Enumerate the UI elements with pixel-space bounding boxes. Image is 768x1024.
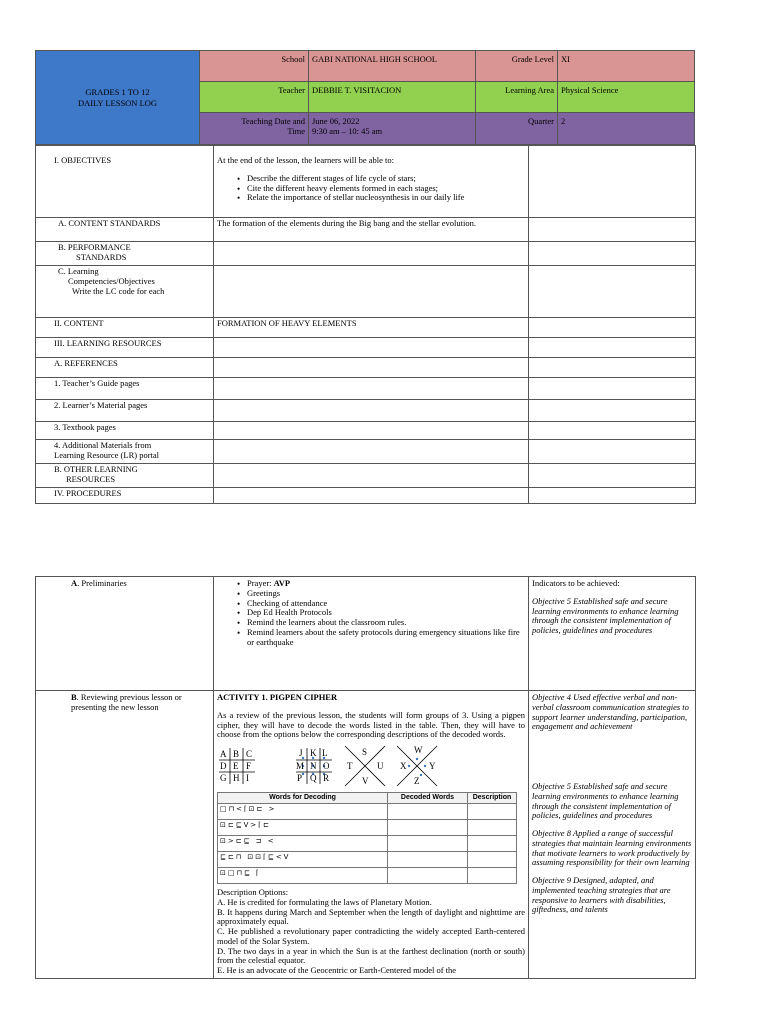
pigpen-letter: J [299,748,303,759]
decoded-word-input[interactable] [388,820,468,836]
competencies-label-line3: Write the LC code for each [72,285,165,296]
learning-area-label: Learning Area [476,82,558,112]
teachers-guide-label: 1. Teacher’s Guide pages [36,378,214,400]
pigpen-letter: N [310,761,317,772]
learning-area-value: Physical Science [561,85,619,95]
header-title-line1: GRADES 1 TO 12 [85,86,150,97]
table-row [36,691,696,979]
performance-standards-label [36,242,214,266]
list-item: • Remind the learners about the classroom rules. [237,618,525,628]
teaching-date-value [309,113,476,144]
teaching-time-value: 9:30 am – 10: 45 am [312,126,383,137]
cipher-word: ⊡⊏⊑V>⌈⊏ [218,820,388,836]
review-text: . Reviewing previous lesson or presenting the new lesson [71,692,182,712]
pigpen-letter: W [414,745,423,756]
objectives-cell [214,146,529,218]
pigpen-letter: M [296,761,305,772]
indicators-cell-b [529,691,696,979]
additional-materials-line1: 4. Additional Materials from [54,440,152,450]
list-item: • Relate the importance of stellar nucleosynthesis in our daily life [237,193,525,203]
indicator-objective-5b: Objective 5 Established safe and secure learning environments to enhance learning through the consistent implementation of policies, guidelines and procedures [532,781,679,821]
indicator-objective-8: Objective 8 Applied a range of successful strategies that maintain learning environments that motivate learners to work productively by assuming responsibility for their own learning [532,828,692,868]
performance-label-line1: B. PERFORMANCE [58,242,131,252]
header-row-date [200,113,694,144]
decoding-header-decoded: Decoded Words [388,793,468,804]
objectives-intro: At the end of the lesson, the learners will be able to: [217,155,395,165]
decoding-table [217,792,517,884]
quarter-label: Quarter [476,113,558,144]
indicator-objective-5: Objective 5 Established safe and secure learning environments to enhance learning through the consistent implementation of policies, guidelines and procedures [532,595,679,636]
pigpen-letter: P [297,773,303,784]
objectives-label: I. OBJECTIVES [36,146,214,218]
cipher-word: ⊑⊏⊓ ⊡⊡⌈⊑<V [218,852,388,868]
pigpen-letter: I [246,773,249,784]
cipher-word: ⊡>⊏⊑ ⊐ < [218,836,388,852]
grade-level-value: XI [561,54,570,64]
other-resources-line2: RESOURCES [66,473,116,484]
preliminaries-letter: A [71,578,78,588]
table-row [36,422,696,440]
description-input[interactable] [468,820,517,836]
table-row [36,400,696,422]
decoded-word-input[interactable] [388,804,468,820]
pigpen-letter: E [233,761,239,772]
competencies-label [36,266,214,318]
list-item: • Greetings [237,589,525,599]
pigpen-letter: V [362,776,369,787]
description-option: E. He is an advocate of the Geocentric or Earth-Centered model of the [217,965,457,976]
decoding-header-description: Description [468,793,517,804]
table-row [218,868,517,884]
indicator-objective-4: Objective 4 Used effective verbal and non-verbal classroom communication strategies to support learner understanding, participation, engagement and achievement [532,692,689,732]
description-options-title: Description Options: [217,887,289,898]
table-row [218,820,517,836]
list-item: • Checking of attendance [237,599,525,609]
preliminaries-cell [214,577,529,691]
pigpen-letter: B [233,749,240,760]
pigpen-letter: T [347,761,353,772]
pigpen-letter: D [220,761,227,772]
description-option: B. It happens during March and September when the length of daylight and nighttime are approximately equal. [217,906,525,927]
learners-material-label: 2. Learner’s Material pages [36,400,214,422]
decoded-word-input[interactable] [388,868,468,884]
prayer-value: AVP [273,578,291,588]
table-row [36,146,696,218]
performance-label-line2: STANDARDS [76,251,127,262]
teaching-date-value-line1: June 06, 2022 [312,116,360,126]
lesson-log-header [35,50,695,145]
indicators-title: Indicators to be achieved: [532,578,620,588]
content-value: FORMATION OF HEAVY ELEMENTS [214,318,529,338]
pigpen-letter: Y [429,761,436,772]
pigpen-letter: Q [310,773,317,784]
review-letter: B [71,692,77,702]
content-standards-label: A. CONTENT STANDARDS [36,218,214,242]
learning-resources-label: III. LEARNING RESOURCES [36,338,214,358]
table-row [218,804,517,820]
indicator-objective-9: Objective 9 Designed, adapted, and implemented teaching strategies that are responsive to learners with disabilities, giftedness, and talents [532,875,671,915]
preliminaries-text: . Preliminaries [77,578,127,588]
pigpen-letter: S [362,747,368,758]
pigpen-letter: Z [414,776,420,787]
pigpen-letter: F [246,761,252,772]
additional-materials-line2: Learning Resource (LR) portal [54,449,160,460]
table-row [36,358,696,378]
content-label: II. CONTENT [36,318,214,338]
teacher-label: Teacher [200,82,309,112]
additional-materials-label [36,440,214,464]
competencies-label-line2: Competencies/Objectives [68,275,155,286]
review-label [36,691,214,979]
list-item [237,579,525,589]
pigpen-letter: X [400,761,407,772]
pigpen-letter: U [377,761,384,772]
table-row [36,464,696,488]
pigpen-key [217,744,525,790]
decoding-header-words: Words for Decoding [218,793,388,804]
teacher-value: DEBBIE T. VISITACION [309,82,476,112]
table-row [36,577,696,691]
school-value: GABI NATIONAL HIGH SCHOOL [309,51,476,81]
procedures-table [35,576,696,979]
pigpen-key-diagram [217,744,457,790]
table-row [36,488,696,504]
table-row [36,338,696,358]
other-resources-label [36,464,214,488]
list-item: • Dep Ed Health Protocols [237,608,525,618]
table-row [36,378,696,400]
pigpen-letter: R [323,773,330,784]
references-label: A. REFERENCES [36,358,214,378]
textbook-label: 3. Textbook pages [36,422,214,440]
table-row [36,242,696,266]
activity-title: ACTIVITY 1. PIGPEN CIPHER [217,692,338,702]
quarter-value: 2 [561,116,566,126]
teaching-date-label [200,113,309,144]
description-option: C. He published a revolutionary paper contradicting the widely accepted Earth-centered model of the Solar System. [217,926,525,946]
table-row [36,440,696,464]
teaching-date-label-line1: Teaching Date and [241,116,305,126]
pigpen-letter: L [322,748,328,759]
pigpen-letter: O [323,761,330,772]
pigpen-letter: A [220,749,227,760]
description-input[interactable] [468,804,517,820]
activity-cell [214,691,529,979]
table-row [36,266,696,318]
header-title-block [36,51,200,144]
pigpen-letter: C [246,749,253,760]
pigpen-letter: H [233,773,240,784]
objectives-list [237,174,525,203]
header-row-teacher [200,82,694,113]
header-row-school [200,51,694,82]
description-option: A. He is credited for formulating the laws of Planetary Motion. [217,896,432,907]
preliminaries-list [237,579,525,647]
description-input[interactable] [468,852,517,868]
description-input[interactable] [468,836,517,852]
list-item: • Describe the different stages of life cycle of stars; [237,174,525,184]
table-row [218,793,517,804]
decoded-word-input[interactable] [388,852,468,868]
lesson-plan-table [35,145,696,504]
table-row [36,318,696,338]
table-row [218,836,517,852]
prayer-label: Prayer: [247,578,274,588]
preliminaries-label [36,577,214,691]
description-option: D. The two days in a year in which the Sun is at the farthest declination (north or south) from the celestial equator. [217,945,525,966]
cipher-word: □⊓<⌈⊡⊏ > [218,804,388,820]
table-row [218,852,517,868]
other-resources-line1: B. OTHER LEARNING [54,464,138,474]
description-input[interactable] [468,868,517,884]
competencies-label-line1: C. Learning [58,266,99,276]
indicators-cell [529,577,696,691]
activity-description: As a review of the previous lesson, the students will form groups of 3. Using a pigpen cipher, they will have to decode the words listed in the table. Then, they will have to choose from the options below the corresponding descriptions of the decoded words. [217,709,525,740]
table-row [36,218,696,242]
content-standards-value: The formation of the elements during the Big bang and the stellar evolution. [214,218,529,242]
decoded-word-input[interactable] [388,836,468,852]
teaching-date-label-line2: Time [287,126,305,137]
procedures-label: IV. PROCEDURES [36,488,214,504]
grade-level-label: Grade Level [476,51,558,81]
pigpen-letter: K [310,748,317,759]
school-label: School [200,51,309,81]
list-item: • Cite the different heavy elements formed in each stages; [237,184,525,194]
list-item: • Remind learners about the safety protocols during emergency situations like fire or earthquake [237,628,525,648]
header-title-line2: DAILY LESSON LOG [77,97,158,108]
cipher-word: ⊡□⊓⊑ ⌈ [218,868,388,884]
pigpen-letter: G [220,773,227,784]
